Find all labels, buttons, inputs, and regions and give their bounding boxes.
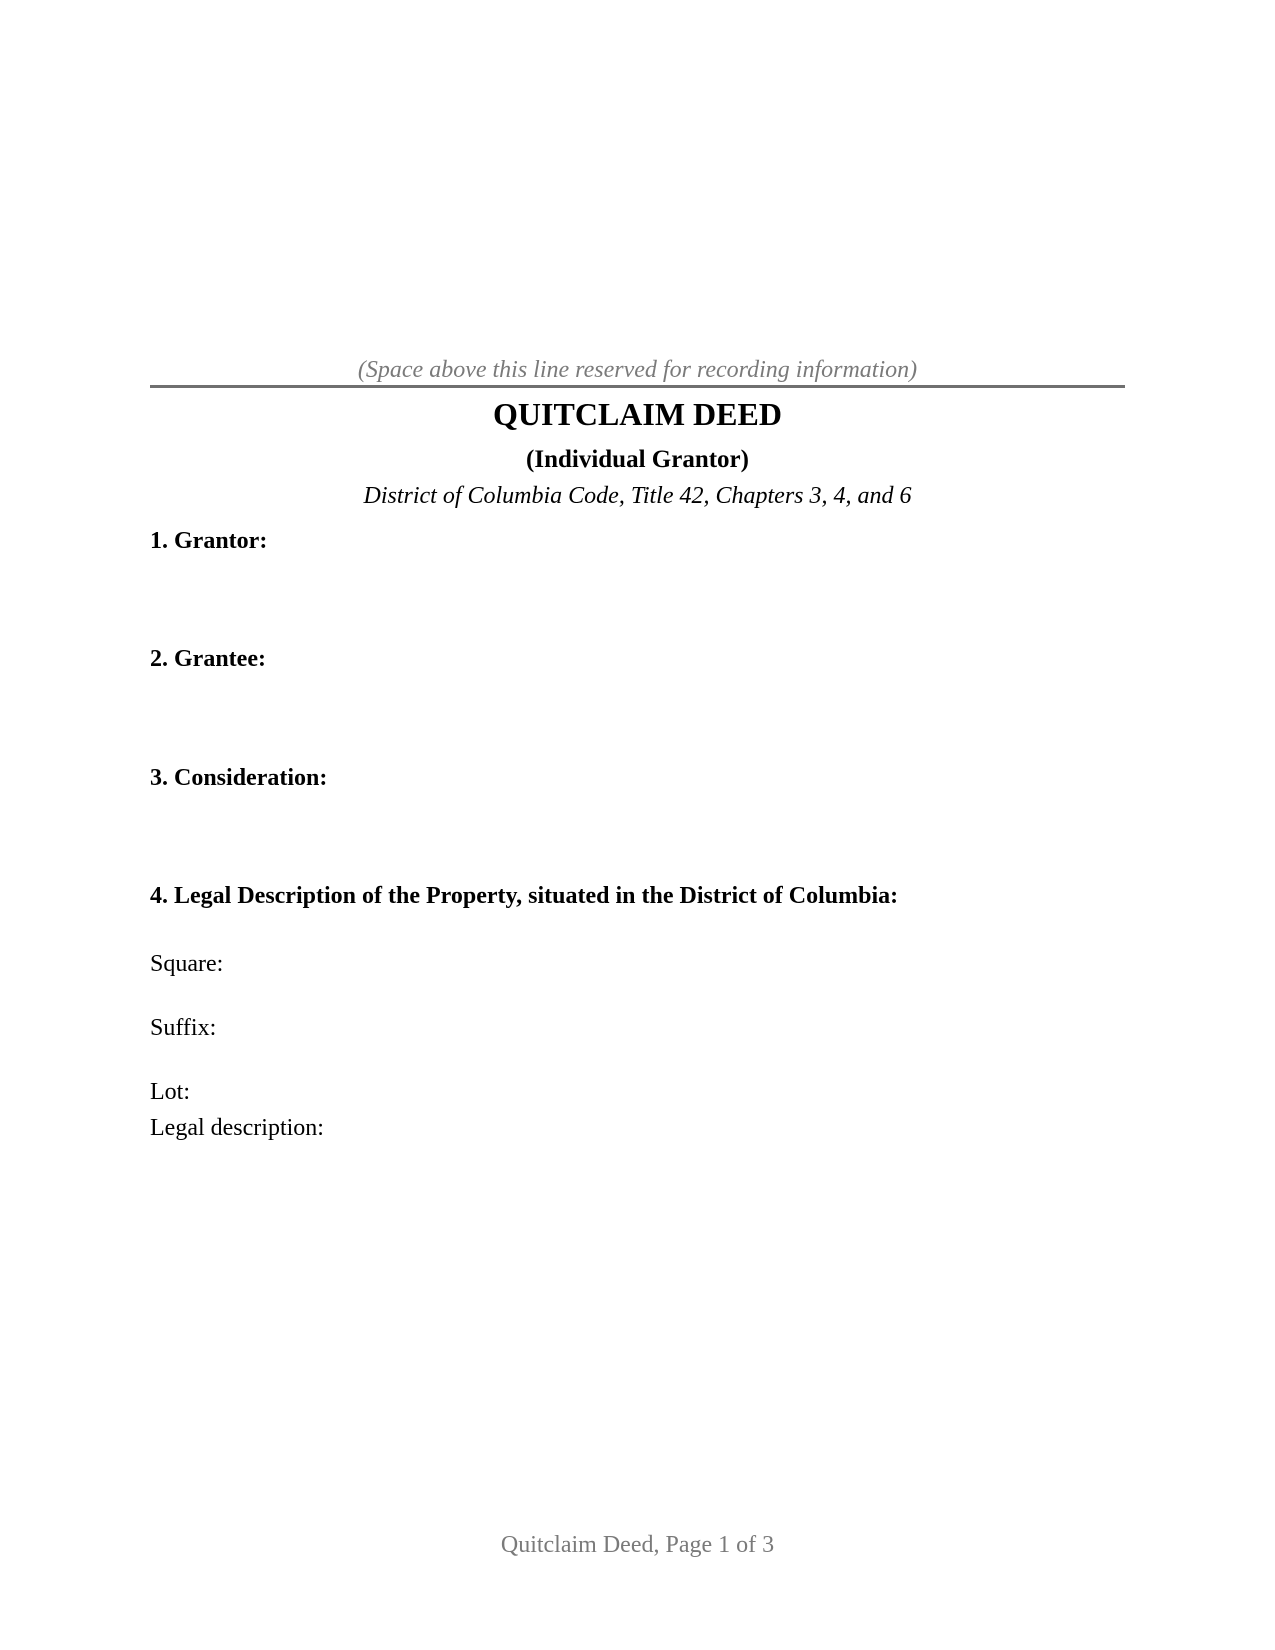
section-legal-description-heading: 4. Legal Description of the Property, situated in the District of Columbia: [150, 883, 899, 909]
code-reference: District of Columbia Code, Title 42, Chapters 3, 4, and 6 [363, 483, 912, 509]
section-grantor-heading: 1. Grantor: [150, 528, 268, 554]
legal-description-label: Legal description: [150, 1115, 324, 1141]
recording-space-note: (Space above this line reserved for recording information) [357, 357, 918, 383]
square-label: Square: [150, 951, 224, 977]
suffix-label: Suffix: [150, 1015, 217, 1041]
section-grantee-heading: 2. Grantee: [150, 646, 266, 672]
document-title: QUITCLAIM DEED [493, 396, 782, 432]
section-consideration-heading: 3. Consideration: [150, 765, 328, 791]
page-footer: Quitclaim Deed, Page 1 of 3 [500, 1532, 775, 1558]
document-subtitle: (Individual Grantor) [526, 446, 749, 473]
recording-divider-line [150, 385, 1125, 388]
lot-label: Lot: [150, 1079, 190, 1105]
